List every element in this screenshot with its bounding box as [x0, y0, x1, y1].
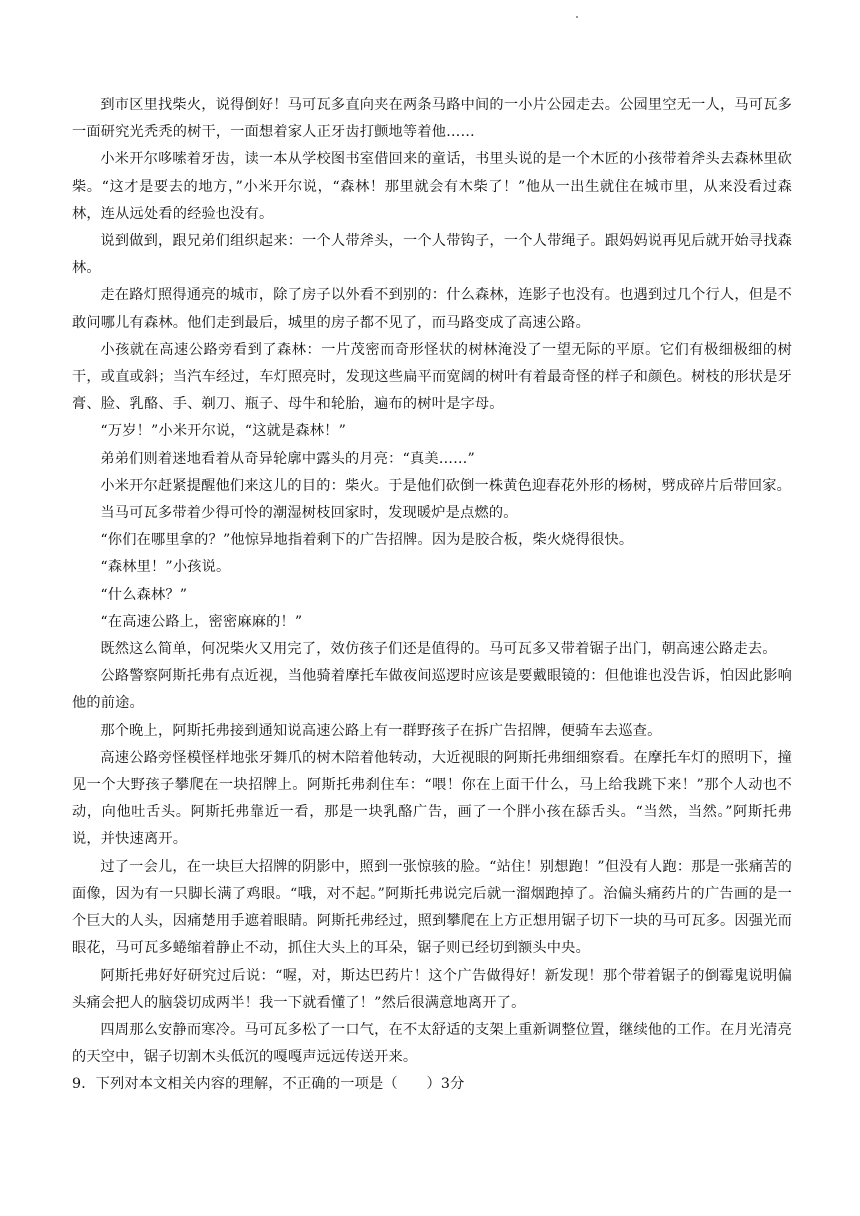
paragraph-5: 小孩就在高速公路旁看到了森林：一片茂密而奇形怪状的树林淹没了一望无际的平原。它们有极细极细的树干，或直或斜；当汽车经过，车灯照亮时，发现这些扁平而宽阔的树叶有着最奇怪的样子和颜色。树枝的形状是牙膏、脸、乳酪、手、剃刀、瓶子、母牛和轮胎，遍布的树叶是字母。 — [72, 341, 792, 413]
paragraph-16: 那个晚上，阿斯托弗接到通知说高速公路上有一群野孩子在拆广告招牌，便骑车去巡查。 — [100, 722, 662, 739]
paragraph-12: “什么森林？” — [100, 586, 188, 603]
paragraph-3: 说到做到，跟兄弟们组织起来：一个人带斧头，一个人带钩子，一个人带绳子。跟妈妈说再见后就开始寻找森林。 — [72, 233, 792, 277]
paragraph-19: 阿斯托弗好好研究过后说：“喔，对，斯达巴药片！这个广告做得好！新发现！那个带着锯子的倒霉鬼说明偏头痛会把人的脑袋切成两半！我一下就看懂了！”然后很满意地离开了。 — [72, 967, 792, 1011]
paragraph-7: 弟弟们则着迷地看着从奇异轮廓中露头的月亮：“真美……” — [100, 450, 475, 467]
paragraph-2: 小米开尔哆嗦着牙齿，读一本从学校图书室借回来的童话，书里头说的是一个木匠的小孩带着斧头去森林里砍柴。“这才是要去的地方，”小米开尔说，“森林！那里就会有木柴了！”他从一出生就住在城市里，从来没看过森林，连从远处看的经验也没有。 — [72, 151, 792, 222]
paragraph-9: 当马可瓦多带着少得可怜的潮湿树枝回家时，发现暖炉是点燃的。 — [100, 505, 518, 522]
paragraph-4: 走在路灯照得通亮的城市，除了房子以外看不到别的：什么森林，连影子也没有。也遇到过几个行人，但是不敢问哪儿有森林。他们走到最后，城里的房子都不见了，而马路变成了高速公路。 — [72, 287, 792, 331]
paragraph-18: 过了一会儿，在一块巨大招牌的阴影中，照到一张惊骇的脸。“站住！别想跑！”但没有人跑：那是一张痛苦的面像，因为有一只脚长满了鸡眼。“哦，对不起。”阿斯托弗说完后就一溜烟跑掉了。治偏头痛药片的广告画的是一个巨大的人头，因痛楚用手遮着眼睛。阿斯托弗经过，照到攀爬在上方正想用锯子切下一块的马可瓦多。因强光而眼花，马可瓦多蜷缩着静止不动，抓住大头上的耳朵，锯子则已经切到额头中央。 — [72, 858, 792, 957]
paragraph-15: 公路警察阿斯托弗有点近视，当他骑着摩托车做夜间巡逻时应该是要戴眼镜的：但他谁也没告诉，怕因此影响他的前途。 — [72, 668, 792, 712]
page-dot-mark — [576, 16, 578, 18]
paragraph-11: “森林里！”小孩说。 — [100, 559, 231, 576]
paragraph-1: 到市区里找柴火，说得倒好！马可瓦多直向夹在两条马路中间的一小片公园走去。公园里空无一人，马可瓦多一面研究光秃秃的树干，一面想着家人正牙齿打颤地等着他…… — [72, 97, 792, 141]
paragraph-13: “在高速公路上，密密麻麻的！” — [100, 613, 303, 630]
paragraph-14: 既然这么简单，何况柴火又用完了，效仿孩子们还是值得的。马可瓦多又带着锯子出门，朝高速公路走去。 — [100, 641, 777, 658]
question-9: 9．下列对本文相关内容的理解，不正确的一项是（ ）3分 — [72, 1076, 465, 1093]
document-page — [72, 92, 792, 1099]
paragraph-17: 高速公路旁怪模怪样地张牙舞爪的树木陪着他转动，大近视眼的阿斯托弗细细察看。在摩托车灯的照明下，撞见一个大野孩子攀爬在一块招牌上。阿斯托弗刹住车：“喂！你在上面干什么，马上给我跳下来！”那个人动也不动，向他吐舌头。阿斯托弗靠近一看，那是一块乳酪广告，画了一个胖小孩在舔舌头。“当然，当然。”阿斯托弗说，并快速离开。 — [72, 749, 792, 848]
paragraph-10: “你们在哪里拿的？”他惊异地指着剩下的广告招牌。因为是胶合板，柴火烧得很快。 — [100, 532, 634, 549]
paragraph-6: “万岁！”小米开尔说，“这就是森林！” — [100, 423, 347, 440]
paragraph-20: 四周那么安静而寒冷。马可瓦多松了一口气，在不太舒适的支架上重新调整位置，继续他的工作。在月光清亮的天空中，锯子切割木头低沉的嘎嘎声远远传送开来。 — [72, 1021, 792, 1066]
paragraph-8: 小米开尔赶紧提醒他们来这儿的目的：柴火。于是他们砍倒一株黄色迎春花外形的杨树，劈成碎片后带回家。 — [100, 477, 791, 494]
